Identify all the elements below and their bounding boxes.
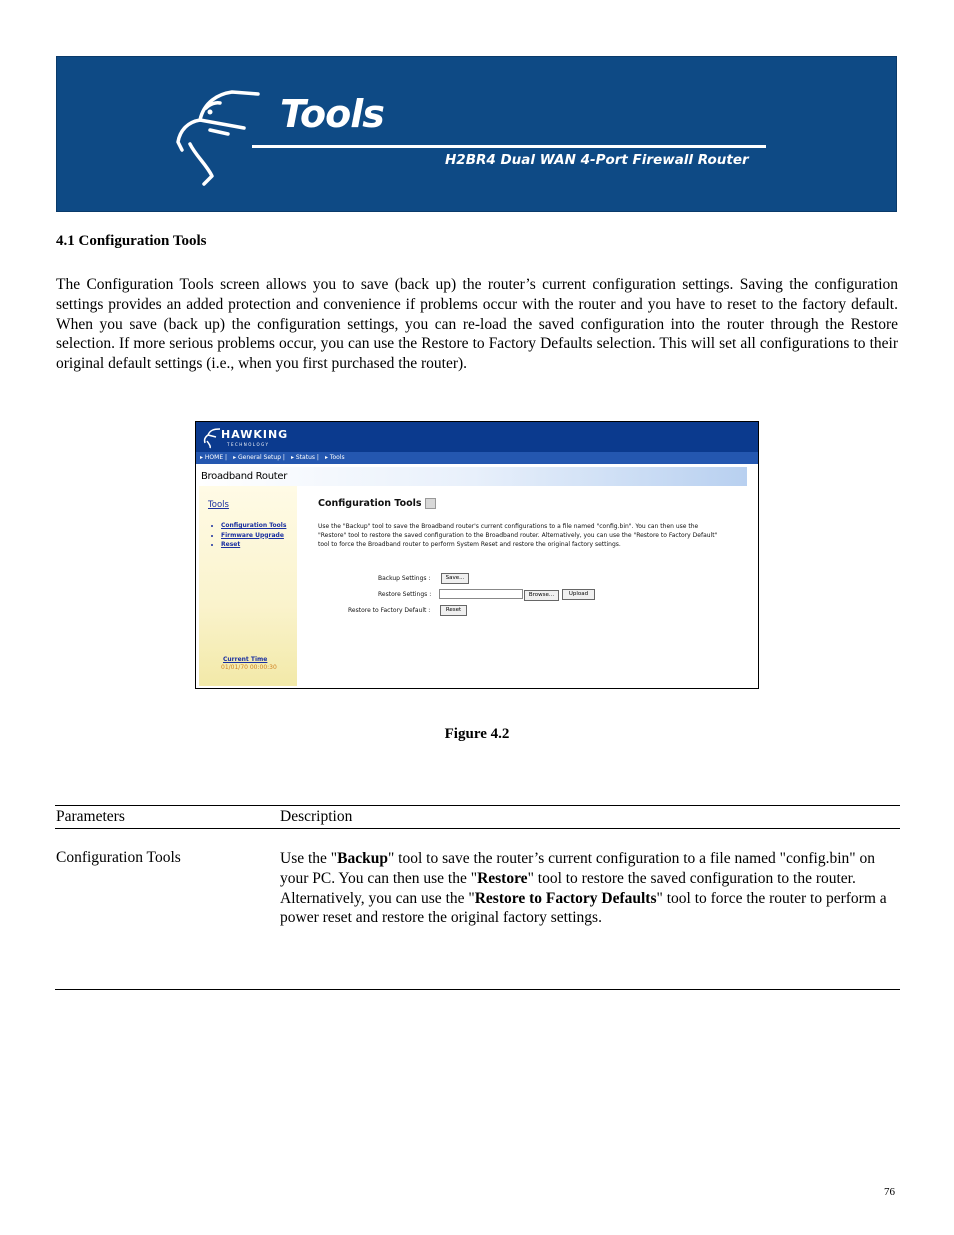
- table-header-rule: [55, 828, 900, 829]
- restore-file-input[interactable]: [439, 589, 523, 599]
- table-top-rule: [55, 805, 900, 806]
- intro-paragraph: The Configuration Tools screen allows you to save (back up) the router’s current configuration settings. Saving the configuration settings provides an added protection and convenience if problems occur with the router and you have to reset to the factory default. When you save (back up) the configuration settings, you can re-load the saved configuration into the router through the Restore selection. If more serious problems occur, you can use the Restore to Factory Defaults selection. This will set all configurations to their original default settings (i.e., when you first purchased the router).: [56, 276, 898, 373]
- backup-label: Backup Settings :: [378, 575, 431, 582]
- restore-label: Restore Settings :: [378, 591, 432, 598]
- sidebar-title[interactable]: Tools: [208, 500, 229, 510]
- help-icon[interactable]: [425, 498, 436, 509]
- browse-button[interactable]: Browse...: [524, 590, 559, 601]
- factory-default-label: Restore to Factory Default :: [348, 607, 431, 614]
- sidebar-item-configuration-tools[interactable]: • Configuration Tools: [221, 522, 286, 530]
- nav-tools[interactable]: ▸ Tools: [324, 454, 345, 461]
- router-nav: [196, 452, 758, 464]
- nav-status[interactable]: ▸ Status |: [290, 454, 319, 461]
- table-header-parameters: Parameters: [56, 808, 125, 825]
- reset-button[interactable]: Reset: [440, 605, 467, 616]
- router-sidebar: [199, 486, 297, 686]
- banner-title: Tools: [280, 92, 384, 136]
- figure-caption: Figure 4.2: [444, 726, 510, 742]
- current-time-label[interactable]: Current Time: [223, 656, 268, 663]
- nav-home[interactable]: ▸ HOME |: [200, 454, 228, 461]
- hawk-logo-icon: [170, 72, 260, 190]
- router-header: [196, 422, 758, 452]
- section-heading: 4.1 Configuration Tools: [56, 233, 207, 249]
- table-header-description: Description: [280, 808, 353, 825]
- config-tools-description: Use the "Backup" tool to save the Broadband router's current configurations to a file named "config.bin". You can then use the "Restore" tool to restore the saved configuration to the Broadband router. Alternatively, you can use the "Restore to Factory Default" tool to force the Broadband router to perform System Reset and restore the original factory settings.: [318, 523, 718, 548]
- current-time-value: 01/01/70 00:00:30: [221, 664, 277, 671]
- banner-rule: [252, 145, 766, 148]
- router-title: Broadband Router: [201, 471, 288, 482]
- router-logo-text: HAWKING: [221, 428, 289, 441]
- config-tools-title: Configuration Tools: [318, 498, 436, 509]
- save-button[interactable]: Save...: [441, 573, 469, 584]
- table-row-parameter: Configuration Tools: [56, 849, 181, 866]
- router-title-bar: [199, 467, 747, 486]
- nav-general-setup[interactable]: ▸ General Setup |: [233, 454, 285, 461]
- router-logo-subtext: TECHNOLOGY: [227, 442, 270, 447]
- hawk-logo-icon: [202, 425, 222, 449]
- upload-button[interactable]: Upload: [562, 589, 595, 600]
- page-number: 76: [884, 1186, 895, 1198]
- header-banner: [56, 56, 897, 212]
- table-row-description: Use the "Backup" tool to save the router’s current configuration to a file named "config.bin" on your PC. You can then use the "Restore" tool to restore the saved configuration to the router. Alternatively, you can use the "Restore to Factory Defaults" tool to force the router to perform a power reset and restore the original factory settings.: [280, 850, 887, 927]
- sidebar-item-reset[interactable]: • Reset: [221, 541, 286, 549]
- router-screenshot: [195, 421, 759, 689]
- sidebar-item-firmware-upgrade[interactable]: • Firmware Upgrade: [221, 532, 286, 540]
- banner-subtitle: H2BR4 Dual WAN 4-Port Firewall Router: [445, 152, 749, 168]
- table-bottom-rule: [55, 989, 900, 990]
- sidebar-menu: [207, 522, 286, 551]
